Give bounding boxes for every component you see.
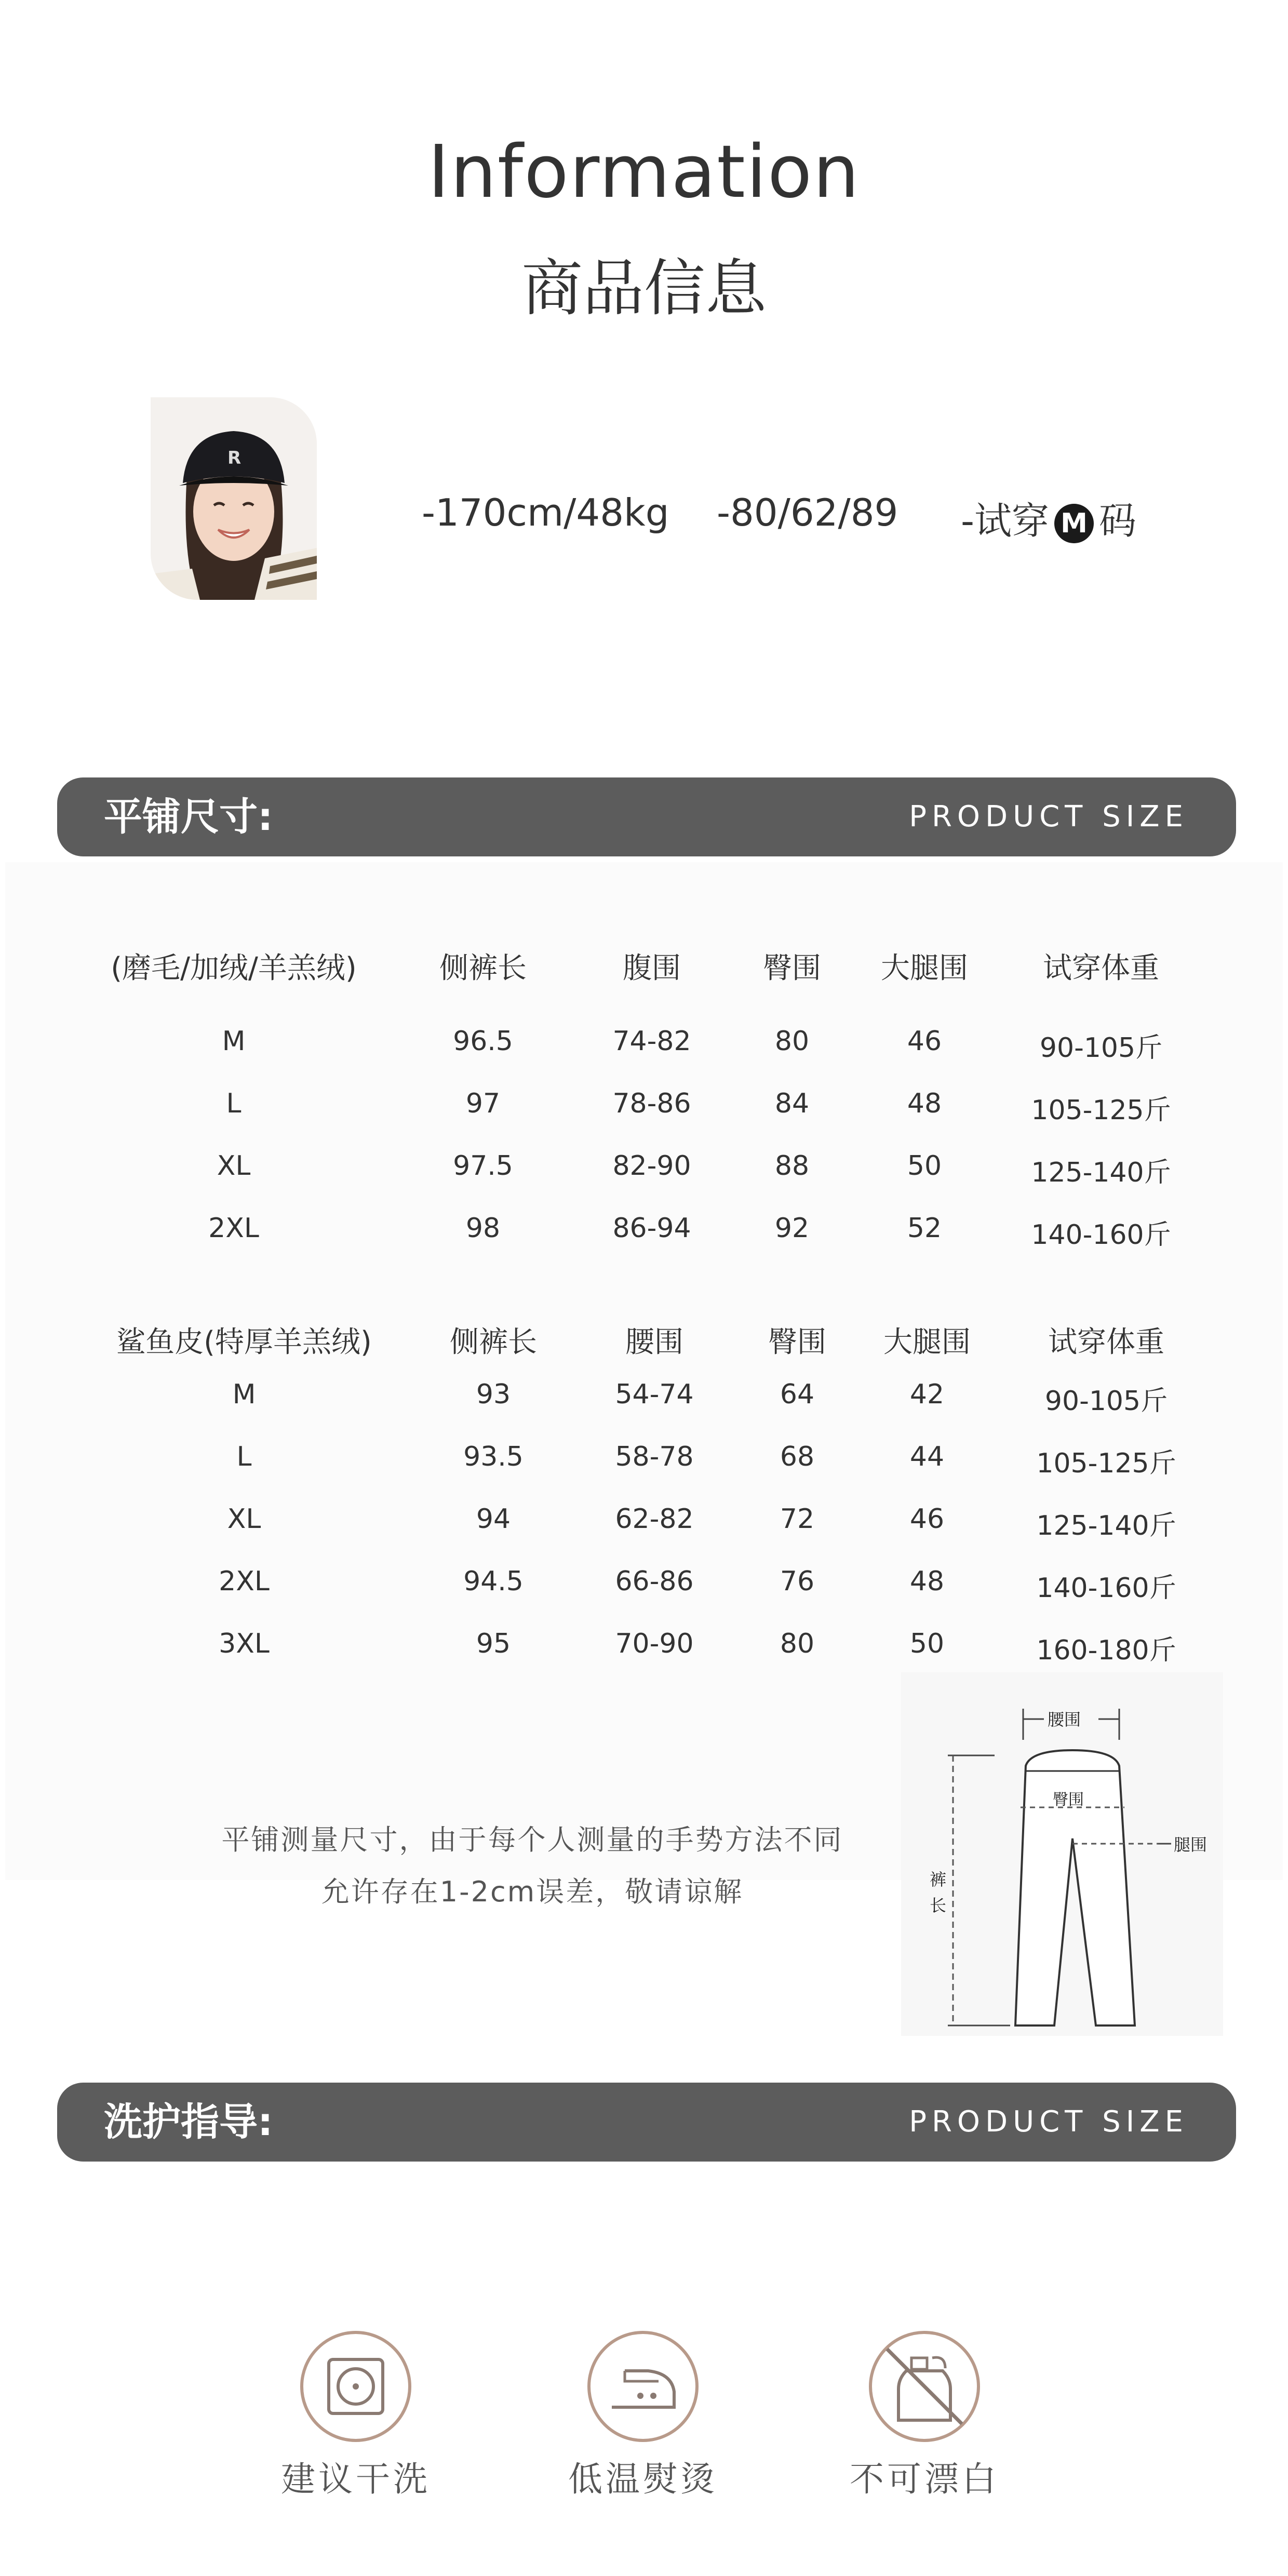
model-measurements: -80/62/89: [717, 491, 898, 534]
table1-header-size: (磨毛/加绒/羊羔绒): [111, 951, 357, 985]
table2-cell-weight: 140-160斤: [1036, 1573, 1176, 1604]
table1-cell-size: M: [222, 1026, 246, 1057]
table1-cell-weight: 105-125斤: [1031, 1095, 1171, 1126]
table1-cell-waist: 78-86: [612, 1088, 691, 1119]
table2-cell-side-length: 94: [476, 1504, 511, 1535]
table1-cell-size: 2XL: [208, 1213, 259, 1244]
table2-cell-size: XL: [227, 1504, 261, 1535]
table2-header-thigh: 大腿围: [883, 1325, 971, 1359]
table1-cell-side-length: 97.5: [453, 1150, 513, 1182]
svg-text:R: R: [227, 448, 242, 468]
table2-cell-thigh: 48: [909, 1566, 945, 1597]
diagram-hip-label: 臀围: [1053, 1791, 1084, 1809]
table2-header-waist: 腰围: [625, 1325, 683, 1359]
table2-cell-thigh: 46: [909, 1504, 945, 1535]
table2-cell-size: M: [232, 1379, 256, 1410]
table2-cell-waist: 66-86: [615, 1566, 694, 1597]
table1-cell-side-length: 98: [465, 1213, 501, 1244]
pants-measurement-diagram: [901, 1672, 1223, 2036]
table1-cell-weight: 140-160斤: [1031, 1219, 1171, 1251]
table1-cell-thigh: 52: [907, 1213, 942, 1244]
table1-header-waist: 腹围: [623, 951, 681, 985]
table2-cell-waist: 54-74: [615, 1379, 694, 1410]
size-section-subtitle: PRODUCT SIZE: [909, 800, 1188, 834]
table1-cell-size: XL: [217, 1150, 251, 1182]
table1-header-weight: 试穿体重: [1043, 951, 1159, 985]
table1-header-side-length: 侧裤长: [439, 951, 527, 985]
care-section-bar: [57, 2083, 1236, 2162]
table2-cell-hip: 80: [780, 1628, 815, 1659]
table2-header-side-length: 侧裤长: [450, 1325, 537, 1359]
table2-cell-waist: 62-82: [615, 1504, 694, 1535]
model-tryon-size: [961, 491, 1136, 545]
care-label-low-iron: 低温熨烫: [568, 2459, 718, 2499]
table2-cell-side-length: 93.5: [463, 1441, 524, 1472]
diagram-length-label-1: 裤: [930, 1870, 947, 1889]
table2-cell-thigh: 50: [909, 1628, 945, 1659]
table1-cell-size: L: [226, 1088, 242, 1119]
page-title-en: Information: [427, 130, 861, 214]
table1-cell-thigh: 48: [907, 1088, 942, 1119]
diagram-length-label-2: 长: [930, 1896, 947, 1915]
table2-cell-side-length: 95: [476, 1628, 511, 1659]
page-title-cn: 商品信息: [521, 252, 767, 324]
table1-cell-hip: 84: [774, 1088, 810, 1119]
model-height-weight: -170cm/48kg: [422, 491, 669, 534]
table2-cell-waist: 58-78: [615, 1441, 694, 1472]
table1-cell-hip: 88: [774, 1150, 810, 1182]
table1-cell-weight: 125-140斤: [1031, 1157, 1171, 1188]
table1-cell-waist: 86-94: [612, 1213, 691, 1244]
table2-header-weight: 试穿体重: [1048, 1325, 1164, 1359]
care-label-dry-clean: 建议干洗: [281, 2459, 431, 2499]
table2-cell-size: 2XL: [219, 1566, 270, 1597]
table1-cell-side-length: 96.5: [453, 1026, 513, 1057]
table2-cell-thigh: 42: [909, 1379, 945, 1410]
table2-cell-size: L: [236, 1441, 252, 1472]
measurement-note-line1: 平铺测量尺寸，由于每个人测量的手势方法不同: [221, 1823, 843, 1856]
table2-cell-weight: 160-180斤: [1036, 1635, 1176, 1666]
size-section-title: 平铺尺寸:: [104, 795, 273, 839]
table1-cell-side-length: 97: [465, 1088, 501, 1119]
table1-cell-weight: 90-105斤: [1039, 1032, 1163, 1064]
table2-cell-side-length: 93: [476, 1379, 511, 1410]
table2-header-hip: 臀围: [768, 1325, 826, 1359]
table2-cell-waist: 70-90: [615, 1628, 694, 1659]
table2-cell-size: 3XL: [219, 1628, 270, 1659]
dry-clean-icon: [299, 2329, 413, 2444]
table1-cell-thigh: 50: [907, 1150, 942, 1182]
table1-cell-waist: 74-82: [612, 1026, 691, 1057]
table1-cell-thigh: 46: [907, 1026, 942, 1057]
table2-cell-weight: 125-140斤: [1036, 1510, 1176, 1541]
table1-header-thigh: 大腿围: [881, 951, 968, 985]
no-bleach-icon: [867, 2329, 982, 2444]
table2-cell-thigh: 44: [909, 1441, 945, 1472]
tryon-prefix: -试穿: [961, 499, 1049, 543]
table2-cell-hip: 76: [780, 1566, 815, 1597]
table1-cell-hip: 92: [774, 1213, 810, 1244]
care-section-subtitle: PRODUCT SIZE: [909, 2105, 1188, 2139]
size-section-bar: [57, 777, 1236, 856]
table1-cell-waist: 82-90: [612, 1150, 691, 1182]
table2-cell-weight: 90-105斤: [1044, 1386, 1168, 1417]
table2-cell-weight: 105-125斤: [1036, 1448, 1176, 1479]
size-badge: M: [1054, 504, 1094, 543]
table2-cell-hip: 72: [780, 1504, 815, 1535]
care-label-no-bleach: 不可漂白: [850, 2459, 999, 2499]
tryon-suffix: 码: [1098, 499, 1136, 543]
diagram-waist-label: 腰围: [1048, 1710, 1081, 1729]
care-section-title: 洗护指导:: [104, 2100, 273, 2144]
table2-cell-hip: 68: [780, 1441, 815, 1472]
table1-header-hip: 臀围: [763, 951, 821, 985]
measurement-note-line2: 允许存在1-2cm误差，敬请谅解: [321, 1875, 744, 1908]
table2-cell-side-length: 94.5: [463, 1566, 524, 1597]
model-avatar: [151, 397, 317, 600]
low-iron-icon: [586, 2329, 700, 2444]
table2-header-size: 鲨鱼皮(特厚羊羔绒): [116, 1325, 372, 1359]
table1-cell-hip: 80: [774, 1026, 810, 1057]
diagram-thigh-label: 腿围: [1174, 1835, 1208, 1855]
table2-cell-hip: 64: [780, 1379, 815, 1410]
